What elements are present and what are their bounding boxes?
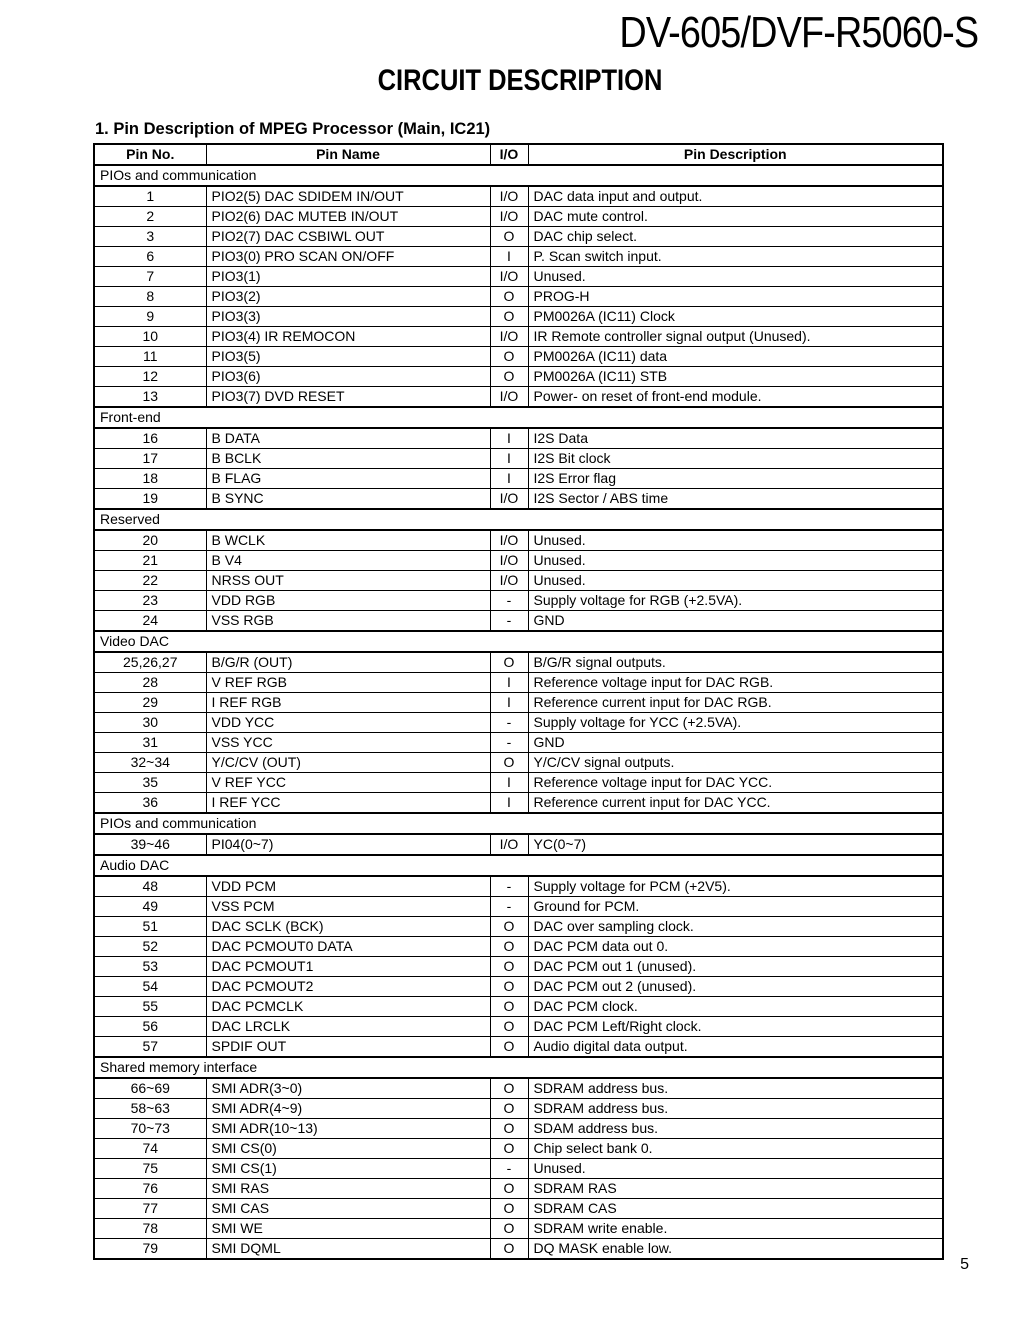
pin-number-cell: 18	[94, 469, 206, 489]
pin-number-cell: 2	[94, 207, 206, 227]
pin-name-cell: SMI DQML	[206, 1239, 490, 1260]
io-cell: O	[490, 1219, 528, 1239]
pin-description-cell: SDRAM write enable.	[528, 1219, 943, 1239]
pin-description-cell: DAC mute control.	[528, 207, 943, 227]
pin-number-cell: 24	[94, 611, 206, 632]
pin-description-cell: Audio digital data output.	[528, 1037, 943, 1058]
io-cell: -	[490, 1159, 528, 1179]
page-number: 5	[960, 1256, 969, 1273]
pin-description-cell: YC(0~7)	[528, 834, 943, 855]
pin-name-cell: PIO2(5) DAC SDIDEM IN/OUT	[206, 186, 490, 207]
pin-number-cell: 48	[94, 876, 206, 897]
column-header-pin-no: Pin No.	[94, 144, 206, 165]
pin-number-cell: 16	[94, 428, 206, 449]
pin-name-cell: VSS PCM	[206, 897, 490, 917]
io-cell: I/O	[490, 267, 528, 287]
io-cell: I/O	[490, 530, 528, 551]
pin-name-cell: PIO3(2)	[206, 287, 490, 307]
table-row	[94, 227, 943, 247]
pin-description-cell: SDRAM address bus.	[528, 1078, 943, 1099]
table-row	[94, 753, 943, 773]
group-label: Video DAC	[94, 631, 943, 652]
pin-description-cell: Unused.	[528, 551, 943, 571]
table-row	[94, 937, 943, 957]
table-row	[94, 876, 943, 897]
io-cell: I/O	[490, 387, 528, 408]
pin-name-cell: B BCLK	[206, 449, 490, 469]
io-cell: O	[490, 652, 528, 673]
group-header-row	[94, 509, 943, 530]
pin-number-cell: 52	[94, 937, 206, 957]
pin-description-cell: Reference current input for DAC RGB.	[528, 693, 943, 713]
table-header-row	[94, 144, 943, 165]
pin-name-cell: I REF RGB	[206, 693, 490, 713]
table-body	[94, 165, 943, 1259]
pin-number-cell: 21	[94, 551, 206, 571]
pin-number-cell: 55	[94, 997, 206, 1017]
table-row	[94, 1099, 943, 1119]
section-title: 1. Pin Description of MPEG Processor (Main, IC21)	[95, 120, 491, 138]
pin-number-cell: 1	[94, 186, 206, 207]
pin-description-cell: DAC PCM out 1 (unused).	[528, 957, 943, 977]
table-row	[94, 773, 943, 793]
pin-description-cell: Unused.	[528, 530, 943, 551]
table-row	[94, 1239, 943, 1260]
table-row	[94, 1119, 943, 1139]
pin-number-cell: 25,26,27	[94, 652, 206, 673]
pin-description-cell: DAC chip select.	[528, 227, 943, 247]
pin-number-cell: 30	[94, 713, 206, 733]
io-cell: O	[490, 977, 528, 997]
pin-description-cell: P. Scan switch input.	[528, 247, 943, 267]
pin-name-cell: SPDIF OUT	[206, 1037, 490, 1058]
table-row	[94, 713, 943, 733]
table-row	[94, 571, 943, 591]
pin-number-cell: 12	[94, 367, 206, 387]
pin-name-cell: PIO3(1)	[206, 267, 490, 287]
pin-description-cell: Reference current input for DAC YCC.	[528, 793, 943, 814]
pin-description-cell: Unused.	[528, 1159, 943, 1179]
pin-description-cell: DAC PCM data out 0.	[528, 937, 943, 957]
pin-name-cell: V REF RGB	[206, 673, 490, 693]
pin-number-cell: 57	[94, 1037, 206, 1058]
pin-description-cell: Reference voltage input for DAC RGB.	[528, 673, 943, 693]
table-row	[94, 733, 943, 753]
pin-description-cell: DAC data input and output.	[528, 186, 943, 207]
pin-name-cell: Y/C/CV (OUT)	[206, 753, 490, 773]
io-cell: O	[490, 1099, 528, 1119]
io-cell: I/O	[490, 571, 528, 591]
io-cell: O	[490, 287, 528, 307]
table-row	[94, 1139, 943, 1159]
io-cell: I/O	[490, 551, 528, 571]
io-cell: O	[490, 227, 528, 247]
pin-description-cell: SDRAM CAS	[528, 1199, 943, 1219]
pin-name-cell: DAC SCLK (BCK)	[206, 917, 490, 937]
table-row	[94, 186, 943, 207]
io-cell: -	[490, 733, 528, 753]
io-cell: I/O	[490, 489, 528, 510]
pin-name-cell: B V4	[206, 551, 490, 571]
group-header-row	[94, 165, 943, 186]
io-cell: O	[490, 367, 528, 387]
pin-number-cell: 66~69	[94, 1078, 206, 1099]
io-cell: O	[490, 997, 528, 1017]
table-row	[94, 207, 943, 227]
io-cell: O	[490, 347, 528, 367]
table-row	[94, 428, 943, 449]
io-cell: O	[490, 307, 528, 327]
io-cell: O	[490, 1119, 528, 1139]
io-cell: I	[490, 428, 528, 449]
pin-number-cell: 79	[94, 1239, 206, 1260]
table-row	[94, 1219, 943, 1239]
pin-number-cell: 17	[94, 449, 206, 469]
table-row	[94, 551, 943, 571]
pin-number-cell: 20	[94, 530, 206, 551]
pin-name-cell: PIO3(0) PRO SCAN ON/OFF	[206, 247, 490, 267]
model-number: DV-605/DVF-R5060-S	[619, 8, 978, 57]
io-cell: O	[490, 1239, 528, 1260]
table-row	[94, 1199, 943, 1219]
pin-name-cell: SMI ADR(4~9)	[206, 1099, 490, 1119]
table-row	[94, 611, 943, 632]
pin-name-cell: VSS YCC	[206, 733, 490, 753]
group-label: Reserved	[94, 509, 943, 530]
io-cell: I/O	[490, 186, 528, 207]
pin-description-cell: Chip select bank 0.	[528, 1139, 943, 1159]
pin-description-cell: Power- on reset of front-end module.	[528, 387, 943, 408]
table-row	[94, 977, 943, 997]
pin-name-cell: SMI CS(0)	[206, 1139, 490, 1159]
io-cell: I	[490, 247, 528, 267]
table-row	[94, 367, 943, 387]
pin-number-cell: 74	[94, 1139, 206, 1159]
pin-description-cell: I2S Bit clock	[528, 449, 943, 469]
pin-number-cell: 75	[94, 1159, 206, 1179]
table-row	[94, 693, 943, 713]
table-row	[94, 673, 943, 693]
pin-number-cell: 28	[94, 673, 206, 693]
pin-name-cell: SMI CS(1)	[206, 1159, 490, 1179]
pin-name-cell: VSS RGB	[206, 611, 490, 632]
pin-description-cell: DAC PCM clock.	[528, 997, 943, 1017]
pin-name-cell: SMI CAS	[206, 1199, 490, 1219]
io-cell: O	[490, 1017, 528, 1037]
pin-description-cell: Unused.	[528, 267, 943, 287]
pin-name-cell: DAC LRCLK	[206, 1017, 490, 1037]
pin-description-cell: Supply voltage for YCC (+2.5VA).	[528, 713, 943, 733]
pin-description-cell: GND	[528, 733, 943, 753]
pin-number-cell: 7	[94, 267, 206, 287]
pin-name-cell: VDD RGB	[206, 591, 490, 611]
io-cell: -	[490, 876, 528, 897]
io-cell: I/O	[490, 834, 528, 855]
io-cell: I/O	[490, 327, 528, 347]
group-label: Audio DAC	[94, 855, 943, 876]
pin-description-cell: DAC PCM out 2 (unused).	[528, 977, 943, 997]
table-row	[94, 530, 943, 551]
pin-name-cell: B DATA	[206, 428, 490, 449]
table-row	[94, 469, 943, 489]
io-cell: I/O	[490, 207, 528, 227]
pin-number-cell: 53	[94, 957, 206, 977]
group-header-row	[94, 813, 943, 834]
pin-number-cell: 56	[94, 1017, 206, 1037]
pin-number-cell: 36	[94, 793, 206, 814]
pin-number-cell: 11	[94, 347, 206, 367]
io-cell: I	[490, 693, 528, 713]
io-cell: O	[490, 937, 528, 957]
pin-name-cell: VDD YCC	[206, 713, 490, 733]
pin-name-cell: PIO3(4) IR REMOCON	[206, 327, 490, 347]
table-row	[94, 327, 943, 347]
io-cell: O	[490, 1139, 528, 1159]
pin-description-cell: GND	[528, 611, 943, 632]
pin-description-cell: SDAM address bus.	[528, 1119, 943, 1139]
pin-name-cell: I REF YCC	[206, 793, 490, 814]
pin-description-cell: PM0026A (IC11) Clock	[528, 307, 943, 327]
pin-number-cell: 39~46	[94, 834, 206, 855]
pin-name-cell: PIO2(6) DAC MUTEB IN/OUT	[206, 207, 490, 227]
pin-description-cell: PROG-H	[528, 287, 943, 307]
pin-name-cell: SMI ADR(10~13)	[206, 1119, 490, 1139]
group-label: Shared memory interface	[94, 1057, 943, 1078]
pin-name-cell: DAC PCMOUT1	[206, 957, 490, 977]
pin-description-cell: SDRAM RAS	[528, 1179, 943, 1199]
io-cell: I	[490, 793, 528, 814]
pin-description-cell: I2S Error flag	[528, 469, 943, 489]
pin-number-cell: 54	[94, 977, 206, 997]
pin-description-cell: Supply voltage for PCM (+2V5).	[528, 876, 943, 897]
io-cell: I	[490, 773, 528, 793]
pin-number-cell: 6	[94, 247, 206, 267]
table-row	[94, 347, 943, 367]
pin-number-cell: 49	[94, 897, 206, 917]
pin-number-cell: 51	[94, 917, 206, 937]
pin-name-cell: B FLAG	[206, 469, 490, 489]
pin-name-cell: PIO3(3)	[206, 307, 490, 327]
io-cell: O	[490, 753, 528, 773]
table-row	[94, 957, 943, 977]
table-row	[94, 247, 943, 267]
table-row	[94, 834, 943, 855]
pin-description-cell: SDRAM address bus.	[528, 1099, 943, 1119]
pin-description-cell: DQ MASK enable low.	[528, 1239, 943, 1260]
group-label: PIOs and communication	[94, 813, 943, 834]
pin-number-cell: 22	[94, 571, 206, 591]
group-header-row	[94, 407, 943, 428]
pin-number-cell: 9	[94, 307, 206, 327]
io-cell: -	[490, 611, 528, 632]
io-cell: -	[490, 897, 528, 917]
table-row	[94, 307, 943, 327]
column-header-pin-name: Pin Name	[206, 144, 490, 165]
column-header-io: I/O	[490, 144, 528, 165]
pin-description-cell: Supply voltage for RGB (+2.5VA).	[528, 591, 943, 611]
table-row	[94, 1037, 943, 1058]
pin-number-cell: 19	[94, 489, 206, 510]
pin-name-cell: SMI RAS	[206, 1179, 490, 1199]
pin-description-cell: PM0026A (IC11) data	[528, 347, 943, 367]
pin-number-cell: 78	[94, 1219, 206, 1239]
pin-name-cell: B WCLK	[206, 530, 490, 551]
io-cell: O	[490, 1179, 528, 1199]
pin-number-cell: 8	[94, 287, 206, 307]
table-row	[94, 652, 943, 673]
table-row	[94, 267, 943, 287]
pin-number-cell: 31	[94, 733, 206, 753]
table-row	[94, 793, 943, 814]
table-row	[94, 591, 943, 611]
pin-number-cell: 10	[94, 327, 206, 347]
pin-name-cell: DAC PCMOUT0 DATA	[206, 937, 490, 957]
table-row	[94, 387, 943, 408]
pin-name-cell: VDD PCM	[206, 876, 490, 897]
io-cell: I	[490, 673, 528, 693]
io-cell: O	[490, 1199, 528, 1219]
pin-name-cell: SMI ADR(3~0)	[206, 1078, 490, 1099]
pin-name-cell: SMI WE	[206, 1219, 490, 1239]
table-row	[94, 997, 943, 1017]
pin-number-cell: 35	[94, 773, 206, 793]
pin-number-cell: 32~34	[94, 753, 206, 773]
page-title: CIRCUIT DESCRIPTION	[377, 64, 663, 97]
table-row	[94, 489, 943, 510]
pin-number-cell: 23	[94, 591, 206, 611]
pin-description-cell: I2S Sector / ABS time	[528, 489, 943, 510]
pin-name-cell: DAC PCMCLK	[206, 997, 490, 1017]
pin-number-cell: 76	[94, 1179, 206, 1199]
pin-description-cell: Reference voltage input for DAC YCC.	[528, 773, 943, 793]
io-cell: O	[490, 957, 528, 977]
pin-name-cell: B SYNC	[206, 489, 490, 510]
table-row	[94, 917, 943, 937]
pin-name-cell: PI04(0~7)	[206, 834, 490, 855]
table-row	[94, 449, 943, 469]
pin-description-cell: DAC over sampling clock.	[528, 917, 943, 937]
pin-number-cell: 3	[94, 227, 206, 247]
table-row	[94, 1159, 943, 1179]
pin-name-cell: B/G/R (OUT)	[206, 652, 490, 673]
pin-description-cell: IR Remote controller signal output (Unused).	[528, 327, 943, 347]
table-row	[94, 1179, 943, 1199]
pin-number-cell: 58~63	[94, 1099, 206, 1119]
pin-name-cell: NRSS OUT	[206, 571, 490, 591]
pin-name-cell: V REF YCC	[206, 773, 490, 793]
pin-number-cell: 29	[94, 693, 206, 713]
pin-number-cell: 70~73	[94, 1119, 206, 1139]
pin-description-cell: Y/C/CV signal outputs.	[528, 753, 943, 773]
table-row	[94, 1017, 943, 1037]
pin-description-cell: Unused.	[528, 571, 943, 591]
pin-description-table	[93, 143, 944, 1260]
group-header-row	[94, 631, 943, 652]
io-cell: I	[490, 449, 528, 469]
table-row	[94, 287, 943, 307]
pin-description-cell: Ground for PCM.	[528, 897, 943, 917]
group-label: PIOs and communication	[94, 165, 943, 186]
pin-description-cell: I2S Data	[528, 428, 943, 449]
pin-description-cell: PM0026A (IC11) STB	[528, 367, 943, 387]
pin-name-cell: PIO2(7) DAC CSBIWL OUT	[206, 227, 490, 247]
pin-name-cell: PIO3(6)	[206, 367, 490, 387]
table-row	[94, 1078, 943, 1099]
pin-name-cell: PIO3(7) DVD RESET	[206, 387, 490, 408]
table-row	[94, 897, 943, 917]
io-cell: O	[490, 917, 528, 937]
pin-name-cell: PIO3(5)	[206, 347, 490, 367]
pin-number-cell: 13	[94, 387, 206, 408]
io-cell: -	[490, 591, 528, 611]
group-label: Front-end	[94, 407, 943, 428]
group-header-row	[94, 1057, 943, 1078]
pin-description-cell: B/G/R signal outputs.	[528, 652, 943, 673]
column-header-pin-description: Pin Description	[528, 144, 943, 165]
pin-description-cell: DAC PCM Left/Right clock.	[528, 1017, 943, 1037]
group-header-row	[94, 855, 943, 876]
io-cell: O	[490, 1037, 528, 1058]
io-cell: I	[490, 469, 528, 489]
io-cell: O	[490, 1078, 528, 1099]
pin-name-cell: DAC PCMOUT2	[206, 977, 490, 997]
io-cell: -	[490, 713, 528, 733]
pin-number-cell: 77	[94, 1199, 206, 1219]
